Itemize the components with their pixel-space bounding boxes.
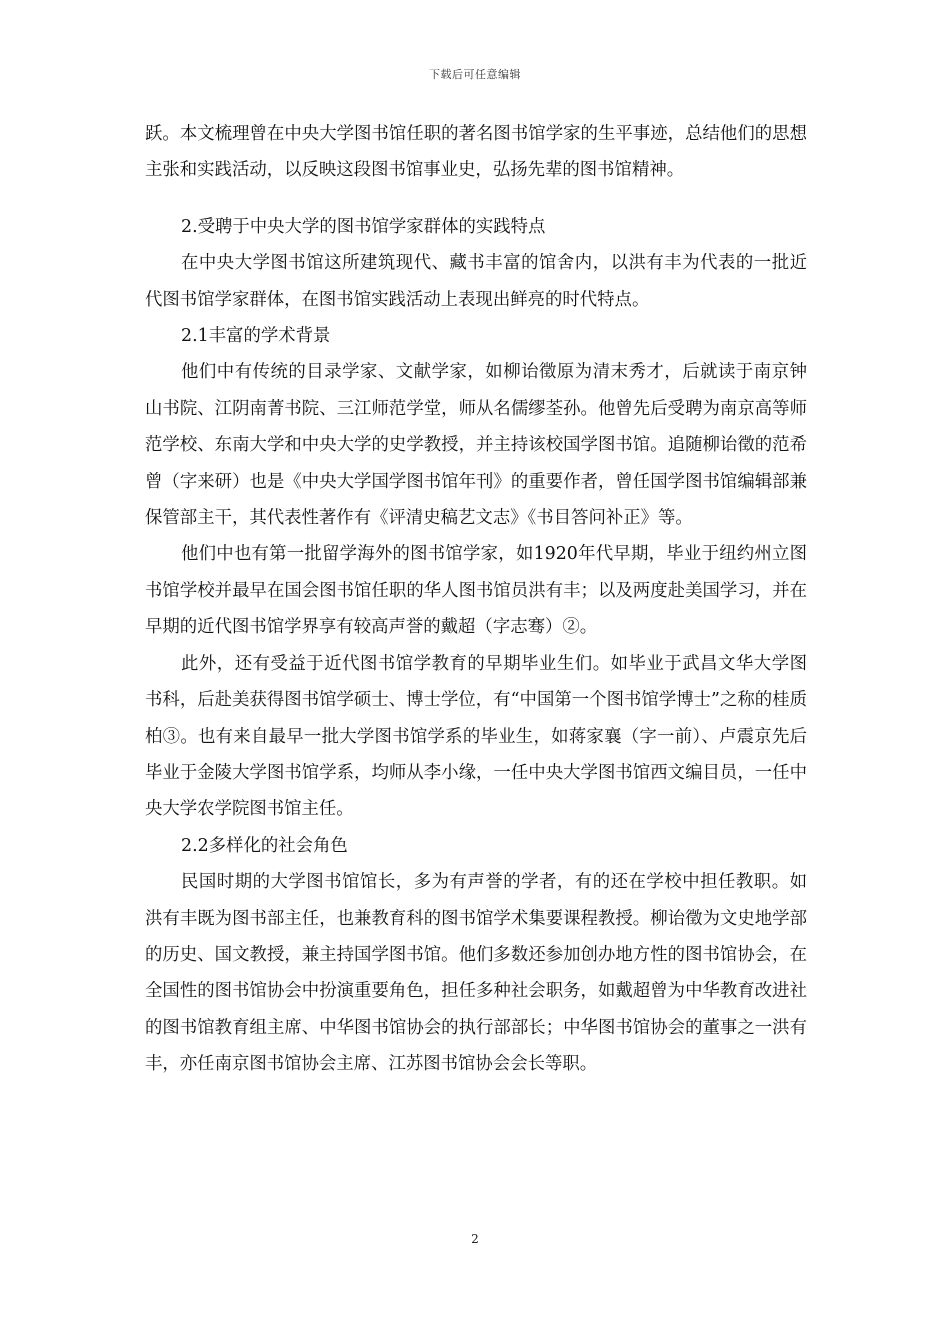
intro-paragraph: 跃。本文梳理曾在中央大学图书馆任职的著名图书馆学家的生平事迹，总结他们的思想主张和实践活动，以反映这段图书馆事业史，弘扬先辈的图书馆精神。 — [145, 124, 807, 181]
section-2-heading: 2.受聘于中央大学的图书馆学家群体的实践特点 — [181, 216, 546, 237]
section-2-1-paragraph-1: 他们中有传统的目录学家、文献学家，如柳诒徵原为清末秀才，后就读于南京钟山书院、江阴南菁书院、三江师范学堂，师从名儒缪荃孙。他曾先后受聘为南京高等师范学校、东南大学和中央大学的史学教授，并主持该校国学图书馆。追随柳诒徵的范希曾（字来研）也是《中央大学国学图书馆年刊》的重要作者，曾任国学图书馆编辑部兼保管部主干，其代表性著作有《评清史稿艺文志》《书目答问补正》等。 — [145, 362, 807, 529]
section-2-1-paragraph-2: 他们中也有第一批留学海外的图书馆学家，如1920年代早期，毕业于纽约州立图书馆学校并最早在国会图书馆任职的华人图书馆员洪有丰；以及两度赴美国学习，并在早期的近代图书馆学界享有较高声誉的戴超（字志骞）②。 — [145, 544, 807, 638]
page-header: 下载后可任意编辑 — [429, 68, 521, 81]
section-2-1-paragraph-3: 此外，还有受益于近代图书馆学教育的早期毕业生们。如毕业于武昌文华大学图书科，后赴美获得图书馆学硕士、博士学位，有“中国第一个图书馆学博士”之称的桂质柏③。也有来自最早一批大学图书馆学系的毕业生，如蒋家襄（字一前）、卢震京先后毕业于金陵大学图书馆学系，均师从李小缘，一任中央大学图书馆西文编目员，一任中央大学农学院图书馆主任。 — [145, 653, 807, 820]
section-2-1-heading: 2.1丰富的学术背景 — [181, 326, 331, 347]
paragraph-gap — [145, 189, 807, 209]
page-number: 2 — [471, 1232, 479, 1246]
section-2-2-paragraph: 民国时期的大学图书馆馆长，多为有声誉的学者，有的还在学校中担任教职。如洪有丰既为图书部主任，也兼教育科的图书馆学术集要课程教授。柳诒徵为文史地学部的历史、国文教授，兼主持国学图书馆。他们多数还参加创办地方性的图书馆协会，在全国性的图书馆协会中扮演重要角色，担任多种社会职务，如戴超曾为中华教育改进社的图书馆教育组主席、中华图书馆协会的执行部部长；中华图书馆协会的董事之一洪有丰，亦任南京图书馆协会主席、江苏图书馆协会会长等职。 — [145, 872, 807, 1075]
section-2-2-heading: 2.2多样化的社会角色 — [181, 835, 348, 856]
document-body — [145, 116, 807, 1083]
section-2-paragraph: 在中央大学图书馆这所建筑现代、藏书丰富的馆舍内，以洪有丰为代表的一批近代图书馆学家群体，在图书馆实践活动上表现出鲜亮的时代特点。 — [145, 253, 807, 310]
